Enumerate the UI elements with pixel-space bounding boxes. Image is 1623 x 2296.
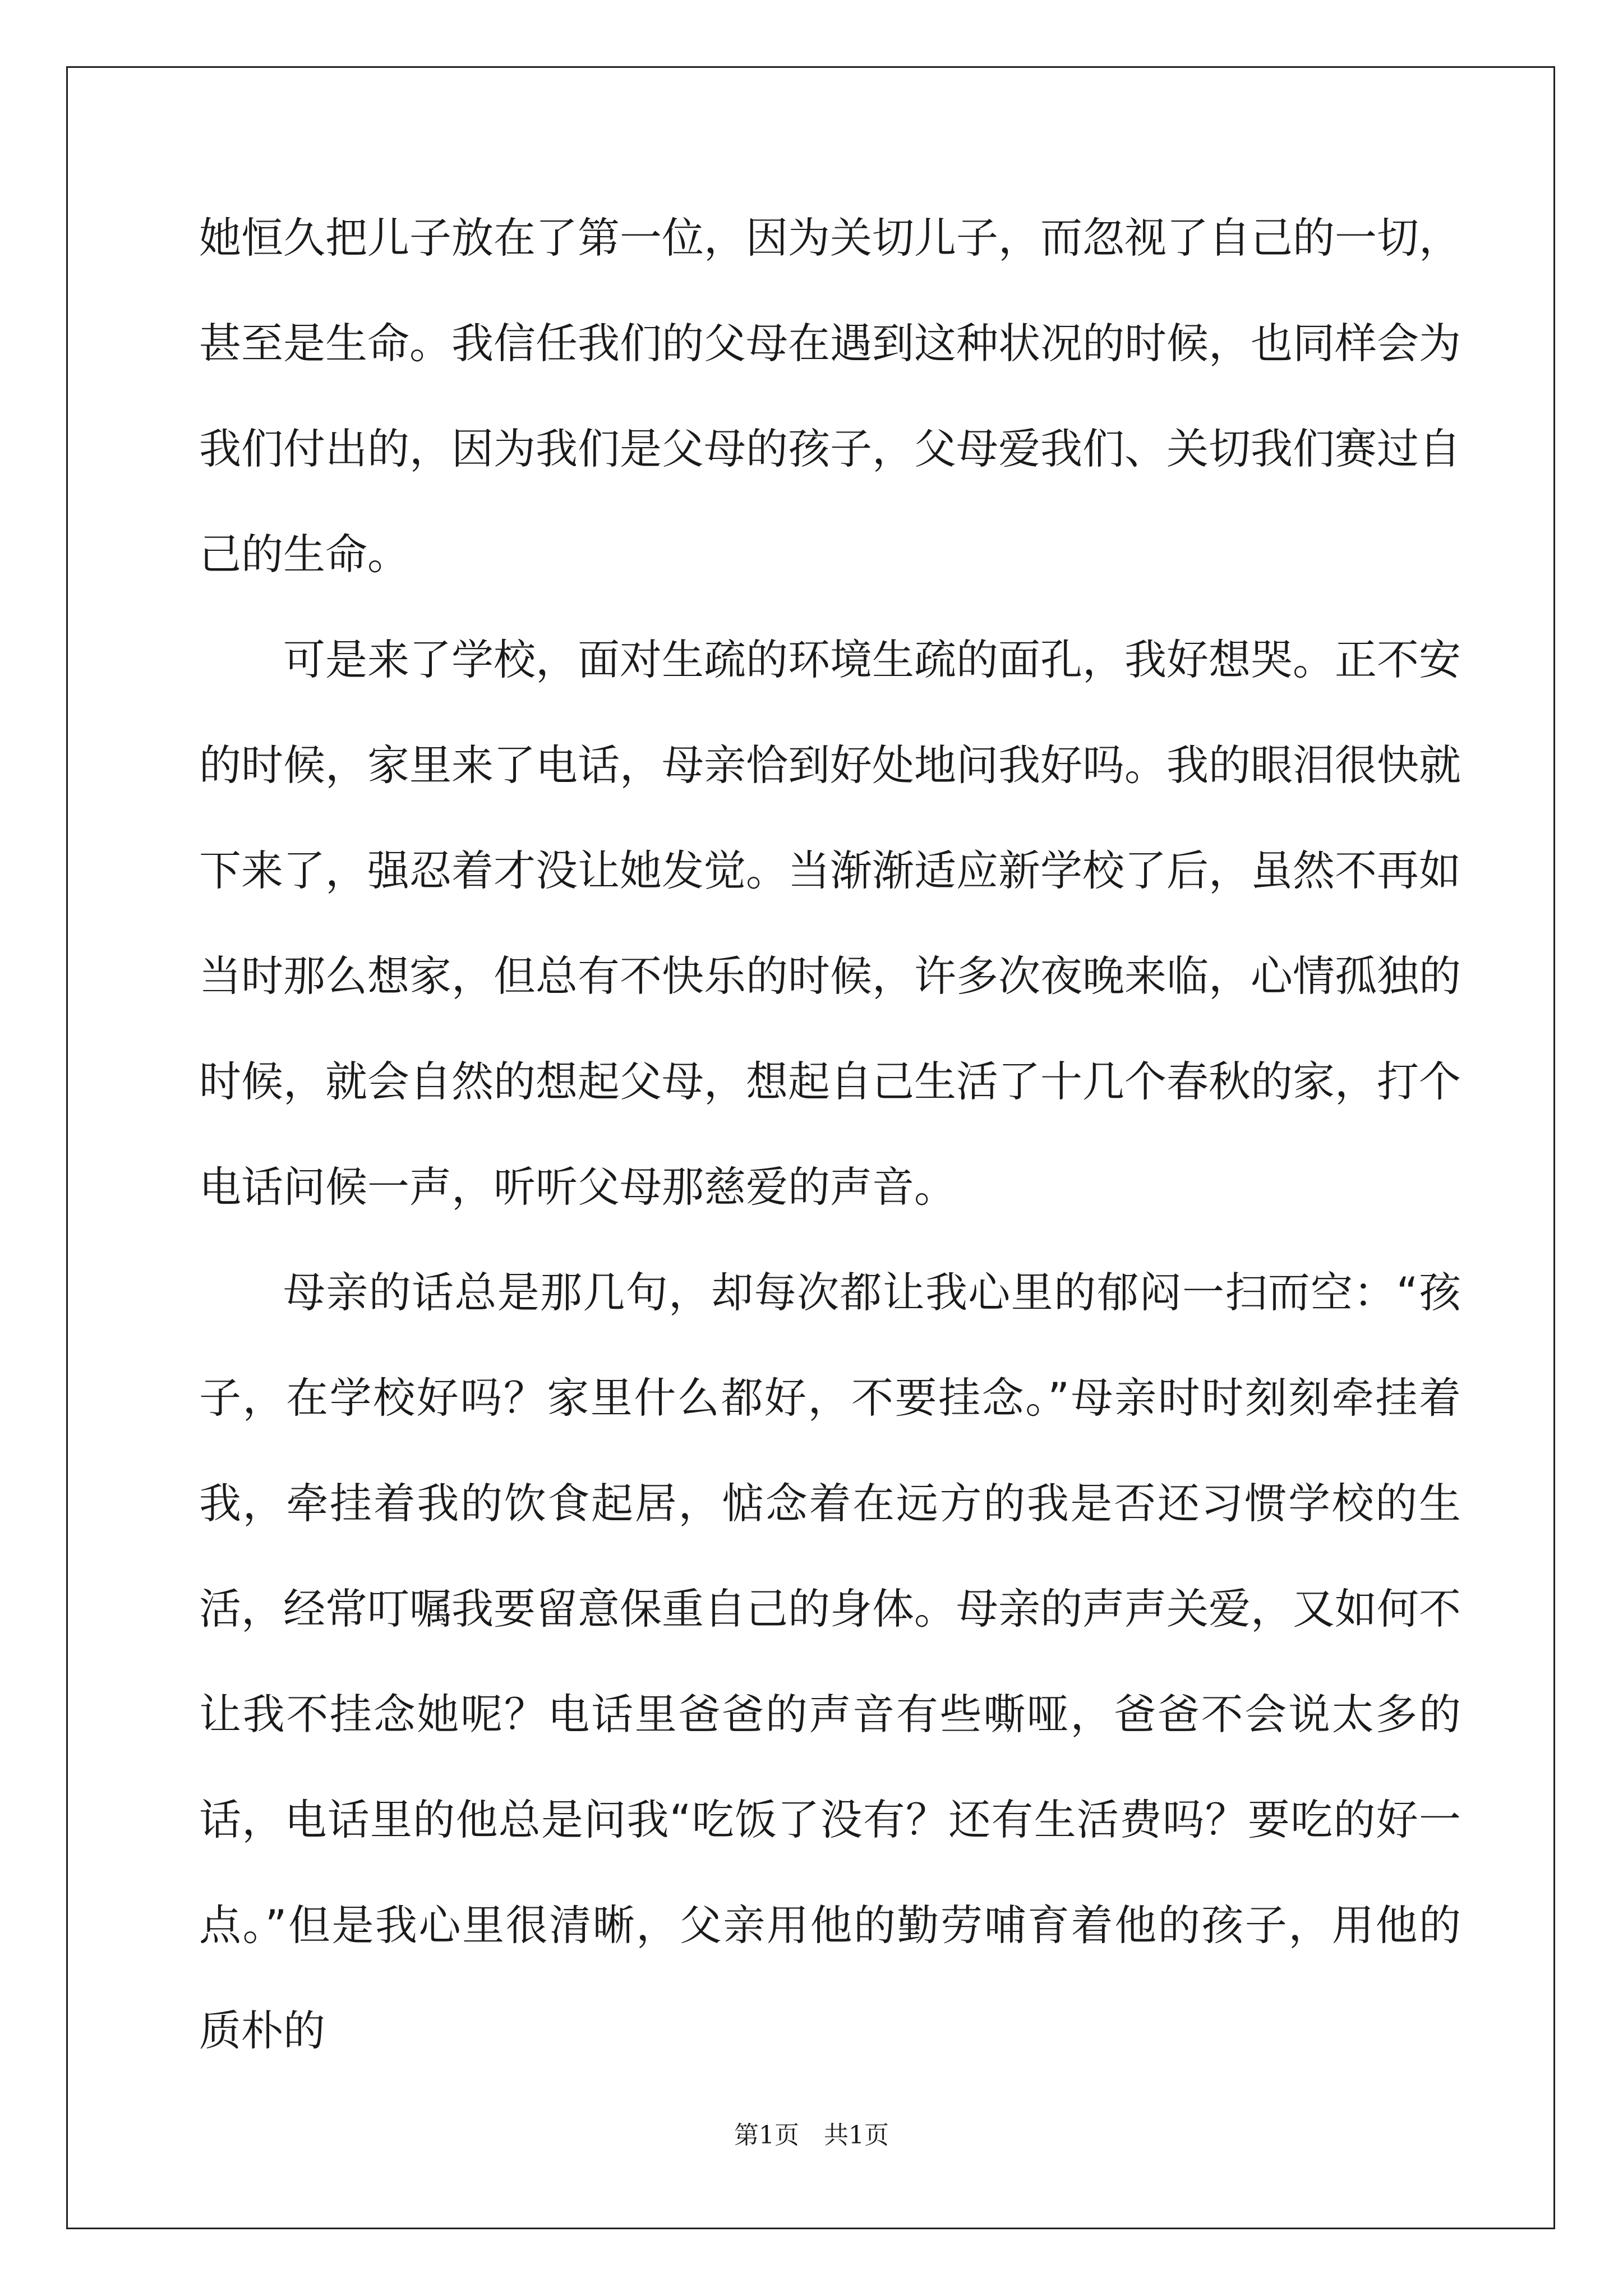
paragraph-1: 她恒久把儿子放在了第一位，因为关切儿子，而忽视了自己的一切，甚至是生命。我信任我们的父母在遇到这种状况的时候，也同样会为我们付出的，因为我们是父母的孩子，父母爱我们、关切我们赛过自己的生命。 [199, 213, 1461, 579]
page-number-footer: 第1页 共1页 [734, 2121, 889, 2150]
paragraph-3: 母亲的话总是那几句，却每次都让我心里的郁闷一扫而空：“孩子，在学校好吗？家里什么都好，不要挂念。”母亲时时刻刻牵挂着我，牵挂着我的饮食起居，惦念着在远方的我是否还习惯学校的生活，经常叮嘱我要留意保重自己的身体。母亲的声声关爱，又如何不让我不挂念她呢？电话里爸爸的声音有些嘶哑，爸爸不会说太多的话，电话里的他总是问我“吃饭了没有？还有生活费吗？要吃的好一点。”但是我心里很清晰，父亲用他的勤劳哺育着他的孩子，用他的质朴的 [199, 1268, 1461, 2055]
document-body [199, 185, 1461, 2083]
paragraph-2: 可是来了学校，面对生疏的环境生疏的面孔，我好想哭。正不安的时候，家里来了电话，母亲恰到好处地问我好吗。我的眼泪很快就下来了，强忍着才没让她发觉。当渐渐适应新学校了后，虽然不再如当时那么想家，但总有不快乐的时候，许多次夜晚来临，心情孤独的时候，就会自然的想起父母，想起自己生活了十几个春秋的家，打个电话问候一声，听听父母那慈爱的声音。 [199, 635, 1461, 1212]
